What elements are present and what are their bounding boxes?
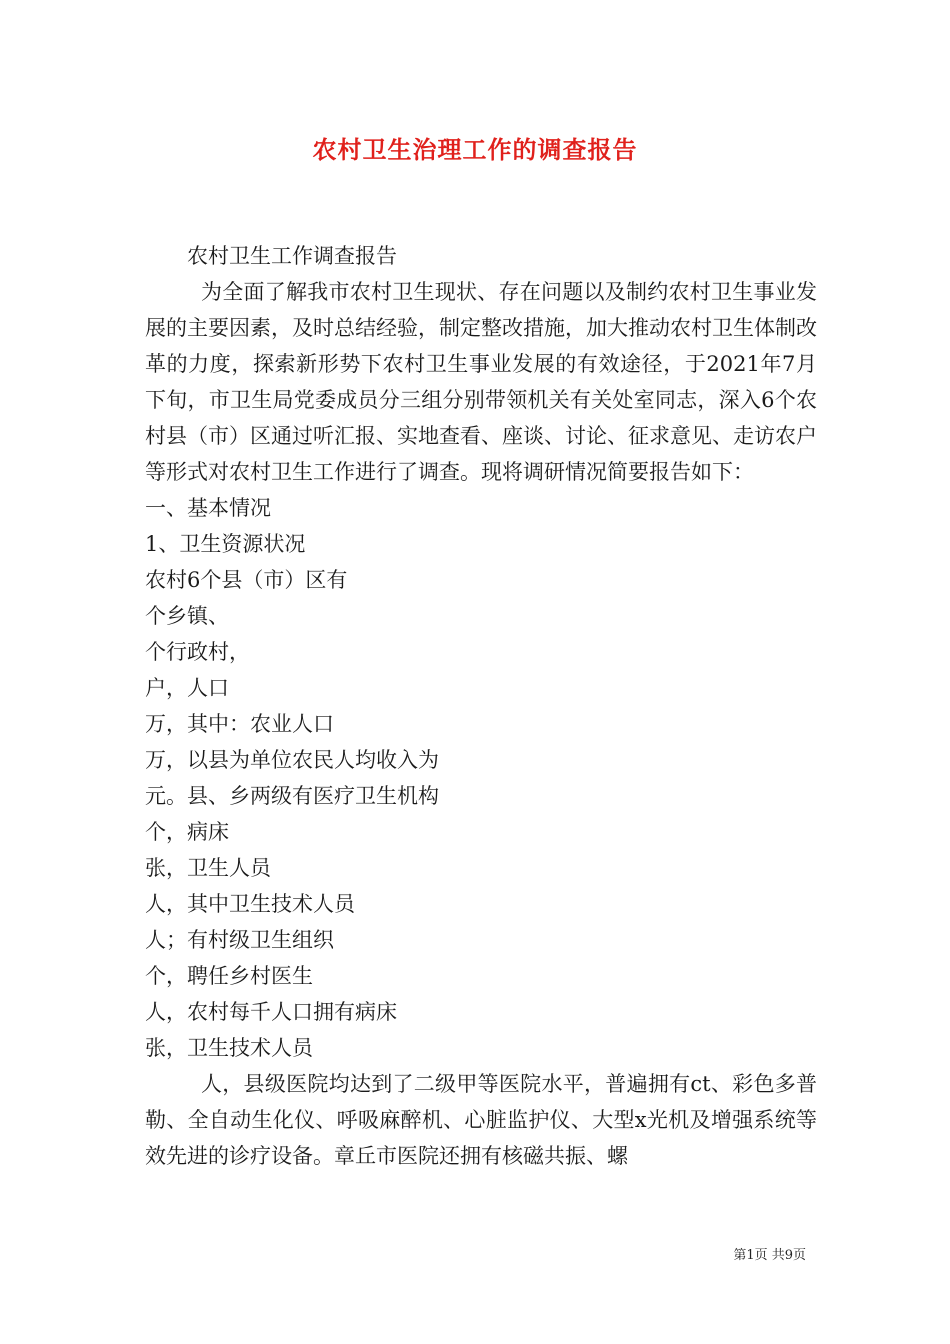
section-heading: 一、基本情况 [145, 496, 271, 520]
intro-paragraph: 为全面了解我市农村卫生现状、存在问题以及制约农村卫生事业发展的主要因素，及时总结经验，制定整改措施，加大推动农村卫生体制改革的力度，探索新形势下农村卫生事业发展的有效途径，于2021年7月下旬，市卫生局党委成员分三组分别带领机关有关处室同志，深入6个农村县（市）区通过听汇报、实地查看、座谈、讨论、征求意见、走访农户等形式对农村卫生工作进行了调查。现将调研情况简要报告如下： [145, 280, 817, 484]
stat-line: 张，卫生技术人员 [145, 1036, 313, 1060]
report-subtitle: 农村卫生工作调查报告 [187, 244, 397, 268]
stat-line: 个行政村， [145, 640, 250, 664]
closing-paragraph: 人，县级医院均达到了二级甲等医院水平，普遍拥有ct、彩色多普勒、全自动生化仪、呼吸麻醉机、心脏监护仪、大型x光机及增强系统等效先进的诊疗设备。章丘市医院还拥有核磁共振、螺 [145, 1072, 817, 1168]
stat-line: 人；有村级卫生组织 [145, 928, 334, 952]
page-number: 第1页 共9页 [733, 1248, 806, 1263]
stat-line: 万，其中：农业人口 [145, 712, 334, 736]
stat-line: 个，病床 [145, 820, 229, 844]
stat-line: 农村6个县（市）区有 [145, 568, 348, 592]
document-body [145, 238, 817, 1174]
stat-line: 元。县、乡两级有医疗卫生机构 [145, 784, 439, 808]
stat-line: 人，其中卫生技术人员 [145, 892, 355, 916]
subsection-heading: 1、卫生资源状况 [145, 532, 306, 556]
stat-line: 个乡镇、 [145, 604, 229, 628]
document-title: 农村卫生治理工作的调查报告 [312, 135, 638, 164]
stat-line: 户，人口 [145, 676, 229, 700]
stat-line: 张，卫生人员 [145, 856, 271, 880]
stat-line: 人，农村每千人口拥有病床 [145, 1000, 397, 1024]
stat-line: 万，以县为单位农民人均收入为 [145, 748, 439, 772]
stat-line: 个，聘任乡村医生 [145, 964, 313, 988]
